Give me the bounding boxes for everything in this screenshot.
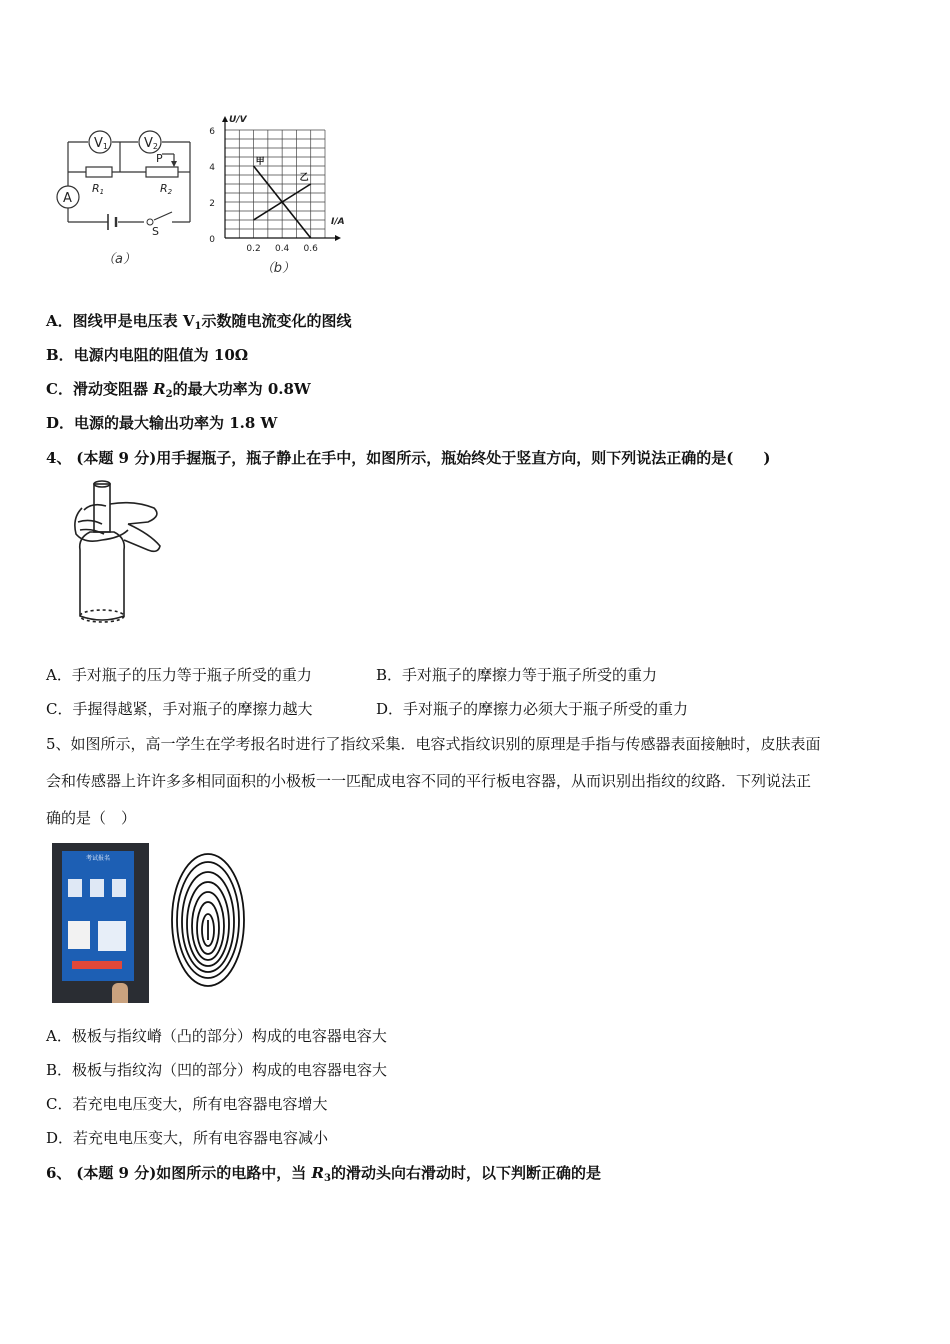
q3-option-a: A．图线甲是电压表 $V_1$示数随电流变化的图线 <box>46 312 352 332</box>
r2-label: R2 <box>160 182 173 196</box>
q4-option-b: B．手对瓶子的摩擦力等于瓶子所受的重力 <box>376 666 658 684</box>
ui-graph-b <box>205 110 365 275</box>
q5-option-d: D．若充电电压变大，所有电容器电容减小 <box>46 1129 329 1147</box>
q5-stem-line1: 5、如图所示，高一学生在学考报名时进行了指纹采集．电容式指纹识别的原理是手指与传感器表面接触时，皮肤表面 <box>46 735 821 753</box>
avatar <box>112 879 126 897</box>
q4-option-c: C．手握得越紧，手对瓶子的摩擦力越大 <box>46 700 313 718</box>
switch-s-label: S <box>152 225 159 238</box>
avatar <box>68 921 90 949</box>
device-screen-title: 考试报名 <box>85 855 110 862</box>
y-axis-label: U/V <box>229 115 247 125</box>
q4-stem: 4、 (本题 9 分)用手握瓶子，瓶子静止在手中，如图所示，瓶始终处于竖直方向，则下列说法正确的是( ) <box>46 449 771 467</box>
q5-option-c: C．若充电电压变大，所有电容器电容增大 <box>46 1095 328 1113</box>
q5-option-a: A．极板与指纹嵴（凸的部分）构成的电容器电容大 <box>46 1027 387 1045</box>
ammeter-label: A <box>63 191 72 206</box>
x-axis-label: I/A <box>331 217 345 227</box>
y-tick-label: 0 <box>209 235 215 245</box>
fingerprint-image <box>168 850 248 990</box>
fingerprint-device-photo <box>52 843 149 1003</box>
slider-p-label: P <box>156 152 163 165</box>
x-tick-label: 0.6 <box>303 244 318 254</box>
x-tick-label: 0.2 <box>246 244 261 254</box>
caption-b: （b） <box>260 261 295 275</box>
caption-a: （a） <box>102 252 136 267</box>
v2-label: V2 <box>144 136 158 151</box>
x-tick-label: 0.4 <box>274 244 290 254</box>
q6-stem: 6、 (本题 9 分)如图所示的电路中，当 $R_3$的滑动头向右滑动时，以下判断正确的是 <box>46 1164 601 1184</box>
r1-label: R1 <box>92 182 105 196</box>
line-jia-label: 甲 <box>255 157 265 167</box>
q5-stem-line2: 会和传感器上许许多多相同面积的小极板一一匹配成电容不同的平行板电容器，从而识别出指纹的纹路．下列说法正 <box>46 772 812 790</box>
graph-axes <box>222 116 341 241</box>
hand-bottle-figure <box>62 478 172 628</box>
y-tick-label: 2 <box>209 199 215 209</box>
q5-stem-line3: 确的是（ ） <box>46 809 137 827</box>
line-yi-label: 乙 <box>299 173 309 183</box>
x-axis-arrow <box>335 235 341 241</box>
q4-option-d: D．手对瓶子的摩擦力必须大于瓶子所受的重力 <box>376 700 689 718</box>
q3-option-b: B．电源内电阻的阻值为 10Ω <box>46 346 249 364</box>
q3-option-c: C．滑动变阻器 $R_2$的最大功率为 0.8W <box>46 380 311 400</box>
avatar <box>68 879 82 897</box>
y-tick-label: 6 <box>209 127 215 137</box>
avatar <box>90 879 104 897</box>
y-tick-label: 4 <box>209 163 215 173</box>
circuit-diagram-a <box>50 120 210 275</box>
q4-option-a: A．手对瓶子的压力等于瓶子所受的重力 <box>46 666 312 684</box>
y-axis-arrow <box>222 116 228 122</box>
v1-label: V1 <box>94 136 108 151</box>
q5-option-b: B．极板与指纹沟（凹的部分）构成的电容器电容大 <box>46 1061 388 1079</box>
q3-option-d: D．电源的最大输出功率为 1.8 W <box>46 414 278 432</box>
